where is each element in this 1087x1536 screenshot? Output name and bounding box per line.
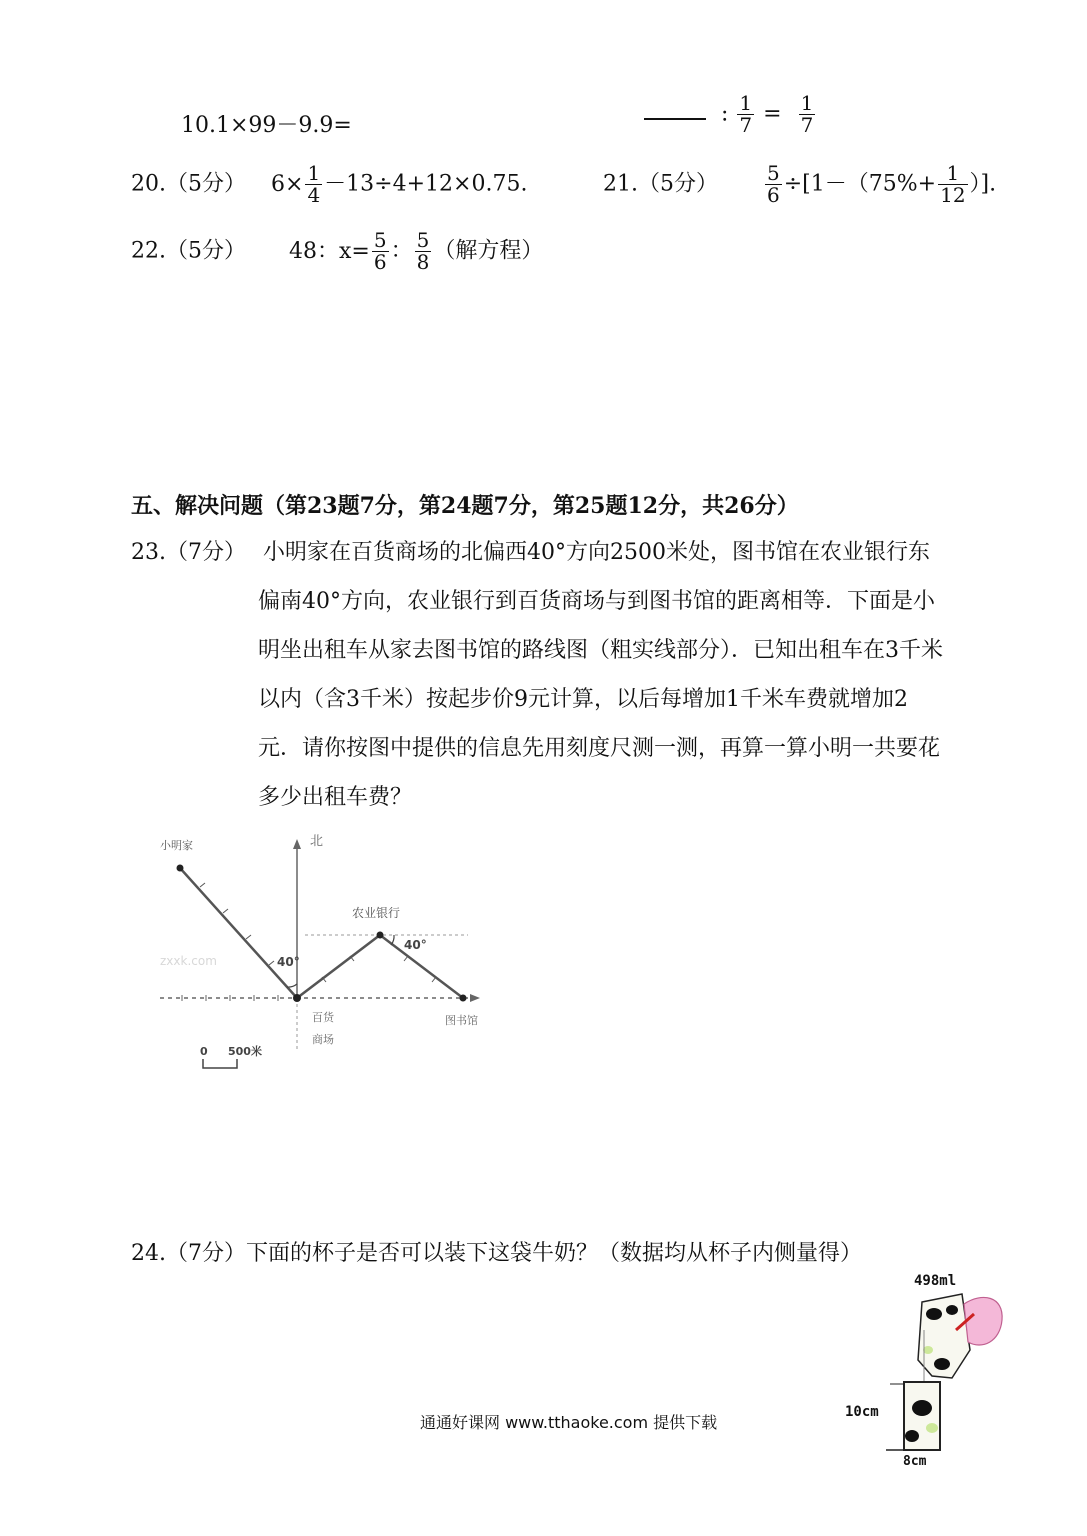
store-label: 百货 [312, 1011, 334, 1024]
north-arrow-icon [293, 839, 301, 849]
route-map-figure [150, 825, 510, 1080]
cow-spot [946, 1305, 958, 1315]
angle-label: 40° [404, 938, 427, 952]
angle-arc [287, 984, 297, 987]
expression-part: 48：x= [289, 238, 370, 264]
home-point [177, 865, 184, 872]
home-label: 小明家 [160, 839, 193, 852]
ratio-colon: : [721, 101, 729, 127]
question-20 [131, 163, 527, 206]
question-22 [131, 230, 543, 273]
store-label: 商场 [312, 1033, 334, 1046]
store-point [293, 994, 301, 1002]
expression-part: （解方程） [433, 238, 544, 264]
question-23-line: 小明家在百货商场的北偏西40°方向2500米处，图书馆在农业银行东 [263, 540, 930, 565]
library-point [460, 995, 467, 1002]
question-23-line: 多少出租车费？ [258, 785, 413, 810]
hand-icon [964, 1297, 1002, 1345]
question-number: 22.（5分） [131, 238, 246, 264]
fraction: $\frac{5}{6}$ [373, 228, 387, 274]
fraction: $\frac{1}{12}$ [940, 161, 966, 207]
cow-spot [926, 1308, 942, 1320]
cup-illustration [876, 1378, 946, 1456]
angle-label: 40° [277, 955, 300, 969]
fraction: $\frac{1}{7}$ [739, 91, 753, 137]
bank-label: 农业银行 [352, 906, 401, 920]
fraction: $\frac{1}{4}$ [307, 161, 321, 207]
milk-bag-illustration [912, 1290, 1008, 1382]
bank-point [377, 932, 384, 939]
fraction: $\frac{1}{7}$ [800, 91, 814, 137]
cup-height-label: 10cm [845, 1404, 879, 1420]
library-label: 图书馆 [445, 1014, 478, 1027]
cup-spot [905, 1430, 919, 1442]
cup-width-label: 8cm [903, 1454, 927, 1469]
north-label: 北 [310, 834, 324, 849]
equals-sign: = [763, 101, 782, 127]
answer-blank [644, 110, 706, 120]
cup-spot [926, 1423, 938, 1433]
page-footer: 通通好课网 www.tthaoke.com 提供下载 [420, 1413, 718, 1432]
scale-zero-label: 0 [200, 1045, 208, 1058]
fraction: $\frac{5}{6}$ [767, 161, 780, 207]
question-number: 20.（5分） [131, 171, 246, 197]
question-23-number: 23.（7分） [131, 540, 246, 565]
section-title: 五、解决问题（第23题7分，第24题7分，第25题12分，共26分） [131, 493, 799, 519]
expression-10-1: 10.1×99－9.9= [181, 113, 352, 138]
expression-part: 6× [271, 171, 304, 197]
cow-spot [934, 1358, 950, 1370]
milk-volume-label: 498ml [914, 1273, 957, 1289]
ratio-equation [644, 93, 817, 136]
expression-part: ）]. [969, 171, 997, 197]
watermark: zxxk.com [160, 954, 217, 968]
angle-arc [391, 935, 394, 945]
question-23-line: 明坐出租车从家去图书馆的路线图（粗实线部分）．已知出租车在3千米 [258, 638, 943, 663]
scale-bar [203, 1059, 237, 1068]
question-23-line: 元．请你按图中提供的信息先用刻度尺测一测，再算一算小明一共要花 [258, 736, 941, 761]
cup-spot [912, 1400, 932, 1416]
question-24: 24.（7分）下面的杯子是否可以装下这袋牛奶？（数据均从杯子内侧量得） [131, 1241, 862, 1266]
scale-value-label: 500米 [228, 1045, 262, 1058]
fraction: $\frac{5}{8}$ [416, 228, 430, 274]
expression-part: －13÷4+12×0.75. [324, 171, 528, 197]
expression-part: ÷[1－（75%+ [783, 171, 937, 197]
taxi-route [180, 868, 463, 998]
question-number: 21.（5分） [603, 171, 718, 197]
question-23-line: 以内（含3千米）按起步价9元计算，以后每增加1千米车费就增加2 [258, 687, 908, 712]
question-21 [603, 163, 996, 206]
expression-part: ： [390, 238, 413, 264]
route-ticks [200, 883, 436, 982]
east-arrow-icon [470, 994, 480, 1002]
question-23-line: 偏南40°方向，农业银行到百货商场与到图书馆的距离相等．下面是小 [258, 589, 935, 614]
